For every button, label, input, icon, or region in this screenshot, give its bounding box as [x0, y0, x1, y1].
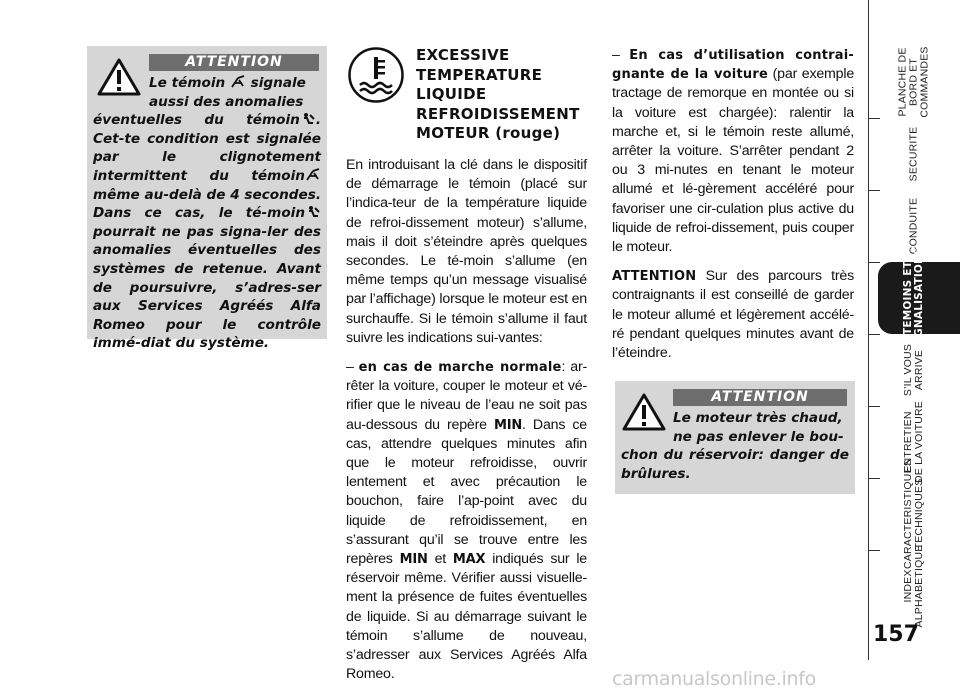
heavy-use-paragraph: – En cas d’utilisation contrai-gnante de la voiture (par exemple tractage de remorque en montée ou si la voiture est chargée): ralentir la marche et, si le témoin reste allumé, arrêter la voiture. S’arrêter pendant 2 ou 3 mi-nutes en tenant le moteur allumé et lé-gèrement accéléré pour favoriser une cir-culation plus active du liquide de refroi-dissement, puis couper le moteur. [612, 47, 855, 256]
sidebar-tab-1[interactable] [868, 118, 960, 190]
sidebar-tab-label: PLANCHE DE BORD ET COMMANDES [896, 46, 931, 118]
right-text-column [612, 46, 854, 363]
sidebar-separator [868, 406, 880, 407]
sidebar-separator [868, 118, 880, 119]
sidebar-separator [868, 550, 880, 551]
warning-box-hot-engine [615, 381, 855, 494]
warning-banner: ATTENTION [149, 54, 319, 71]
main-text-column [346, 156, 587, 684]
sidebar-separator [868, 190, 880, 191]
sidebar-separator [868, 262, 880, 263]
coolant-temperature-icon [347, 46, 405, 104]
chapter-sidebar [868, 0, 960, 692]
sidebar-tab-label: S’IL VOUS ARRIVE [902, 343, 925, 397]
page-number: 157 [873, 622, 919, 647]
sidebar-tab-4[interactable] [868, 334, 960, 406]
sidebar-tab-label: INDEX ALPHABETIQUE [902, 544, 925, 628]
airbag-passenger-icon-2 [305, 205, 321, 219]
warning-banner: ATTENTION [673, 389, 847, 406]
sidebar-tab-label: CONDUITE [907, 197, 920, 255]
sidebar-tab-0[interactable] [868, 46, 960, 118]
sidebar-tab-label: CARACTERISTIQUES TECHNIQUES [902, 459, 925, 569]
sidebar-tab-label: ENTRETIEN DE LA VOITURE [902, 401, 925, 483]
watermark-text: carmanualsonline.info [612, 668, 816, 690]
sidebar-tab-7[interactable] [868, 544, 960, 628]
sidebar-tab-6[interactable] [868, 459, 960, 569]
intro-paragraph: En introduisant la clé dans le dispositif de démarrage le témoin (placé sur l’indica-teur de la température liquide de refroi-dissement moteur) s’allume, mais il doit s’éteindre après quelques secondes. Le té-moin s’allume (en même temps qu’un message visualisé par l’affichage) lorsque le moteur est en surchauffe. Si le témoin s’allume il faut suivre les indications sui-vantes: [346, 157, 587, 346]
sidebar-separator [868, 334, 880, 335]
seatbelt-airbag-icon [230, 75, 246, 89]
sidebar-tab-label: SECURITE [907, 126, 920, 182]
sidebar-tab-3[interactable] [868, 247, 960, 349]
seatbelt-airbag-icon-2 [305, 168, 321, 182]
normal-operation-paragraph: – en cas de marche normale: ar-rêter la voiture, couper le moteur et vé-rifier que le niveau de l’eau ne soit pas au-dessous du repère MIN. Dans ce cas, attendre quelques minutes afin que le moteur refroidisse, ouvrir lentement et avec précaution le bouchon, faire l’ap-point avec du liquide de refroidissement, en s’assurant qu’il se trouve entre les repères MIN et MAX indiqués sur le réservoir même. Vérifier aussi visuelle-ment la présence de fuites éventuelles de liquide. Si au démarrage suivant le témoin s’allume de nouveau, s’adresser aux Services Agréés Alfa Romeo. [346, 359, 587, 683]
attention-paragraph: ATTENTION Sur des parcours très contraignants il est conseillé de garder le moteur allumé et légèrement accélé-ré pendant quelques minutes avant de l’éteindre. [612, 268, 854, 362]
warning-text: Le témoin signale aussi des anomalies éventuelles du témoin . Cet-te condition est signalée par le clignotement intermittent du témoin même au-delà de 4 secondes. Dans ce cas, le té-moin pourrait ne pas signa-ler des anomalies éventuelles des systèmes de retenue. Avant de poursuivre, s’adres-ser aux Services Agréés Alfa Romeo pour le contrôle immé-diat du système. [93, 75, 321, 352]
section-title: EXCESSIVE TEMPERATURE LIQUIDE REFROIDISSEMENT MOTEUR (rouge) [416, 46, 580, 142]
sidebar-tab-label: TEMOINS ET SIGNALISATIONS [902, 247, 925, 349]
airbag-passenger-icon [300, 112, 316, 126]
sidebar-separator [868, 478, 880, 479]
warning-box-airbag [87, 46, 327, 352]
warning-text: Le moteur très chaud, ne pas enlever le bou- chon du réservoir: danger de brûlures. [621, 410, 849, 482]
